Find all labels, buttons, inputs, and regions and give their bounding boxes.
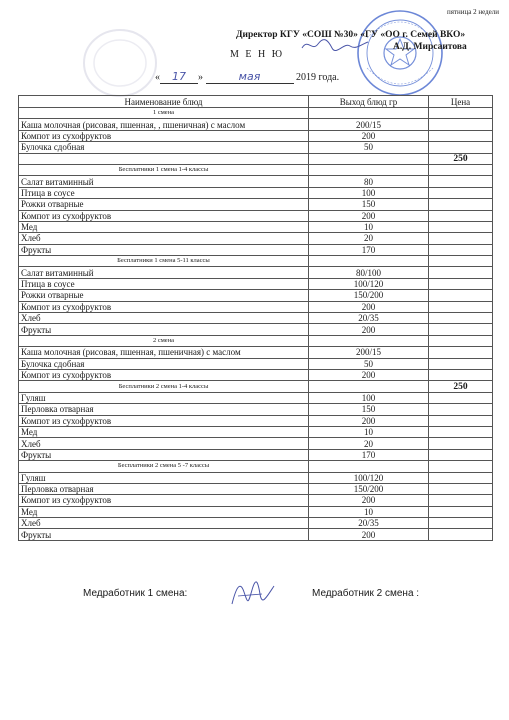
dish-cell: Гуляш xyxy=(19,472,309,483)
table-row xyxy=(19,221,493,232)
table-row xyxy=(19,506,493,517)
price-cell xyxy=(429,199,493,210)
dish-cell: Компот из сухофруктов xyxy=(19,210,309,221)
table-row xyxy=(19,142,493,153)
table-row xyxy=(19,187,493,198)
table-row xyxy=(19,233,493,244)
dish-cell: Гуляш xyxy=(19,392,309,403)
dish-cell: Фрукты xyxy=(19,529,309,540)
yield-cell: 170 xyxy=(309,244,429,255)
price-cell xyxy=(429,256,493,267)
section-row xyxy=(19,335,493,346)
yield-cell: 20 xyxy=(309,233,429,244)
yield-cell: 150/200 xyxy=(309,483,429,494)
yield-cell: 150/200 xyxy=(309,290,429,301)
table-row xyxy=(19,358,493,369)
date-year: 2019 года. xyxy=(296,72,340,83)
table-row xyxy=(19,392,493,403)
price-cell xyxy=(429,324,493,335)
price-cell xyxy=(429,187,493,198)
table-header-row xyxy=(19,96,493,108)
table-row xyxy=(19,199,493,210)
table-row xyxy=(19,472,493,483)
dish-cell: Каша молочная (рисовая, пшенная, пшеничная) с маслом xyxy=(19,347,309,358)
table-row xyxy=(19,449,493,460)
price-cell xyxy=(429,164,493,175)
price-cell xyxy=(429,210,493,221)
dish-cell: Компот из сухофруктов xyxy=(19,301,309,312)
yield-cell: 200 xyxy=(309,324,429,335)
price-cell xyxy=(429,278,493,289)
dish-cell: Хлеб xyxy=(19,233,309,244)
dish-cell: Булочка сдобная xyxy=(19,142,309,153)
dish-cell: Рожки отварные xyxy=(19,199,309,210)
medic-signature xyxy=(228,578,278,608)
table-row xyxy=(19,153,493,164)
table-body xyxy=(19,108,493,541)
dish-cell: Мед xyxy=(19,221,309,232)
table-row xyxy=(19,438,493,449)
date-month: мая xyxy=(206,70,294,84)
price-cell xyxy=(429,313,493,324)
table-row xyxy=(19,518,493,529)
yield-cell: 10 xyxy=(309,506,429,517)
price-cell xyxy=(429,415,493,426)
header-yield: Выход блюд гр xyxy=(309,96,429,108)
dish-cell: Птица в соусе xyxy=(19,278,309,289)
dish-cell: 2 смена xyxy=(19,335,309,346)
dish-cell: Фрукты xyxy=(19,324,309,335)
table-row xyxy=(19,347,493,358)
date-line xyxy=(155,70,339,84)
section-row xyxy=(19,461,493,472)
yield-cell: 150 xyxy=(309,199,429,210)
table-row xyxy=(19,210,493,221)
table-row xyxy=(19,290,493,301)
dish-cell: Бесплатники 1 смена 5-11 классы xyxy=(19,256,309,267)
price-cell: 250 xyxy=(429,153,493,164)
price-cell xyxy=(429,233,493,244)
yield-cell: 200/15 xyxy=(309,347,429,358)
date-day: 17 xyxy=(160,70,198,84)
price-cell xyxy=(429,290,493,301)
price-cell xyxy=(429,221,493,232)
yield-cell: 150 xyxy=(309,404,429,415)
table-row xyxy=(19,313,493,324)
table-row xyxy=(19,369,493,380)
price-cell xyxy=(429,483,493,494)
date-open-quote: « xyxy=(155,72,160,83)
yield-cell xyxy=(309,108,429,119)
yield-cell xyxy=(309,335,429,346)
dish-cell: Компот из сухофруктов xyxy=(19,130,309,141)
yield-cell: 170 xyxy=(309,449,429,460)
price-cell xyxy=(429,449,493,460)
price-cell xyxy=(429,108,493,119)
table-row xyxy=(19,176,493,187)
table-row xyxy=(19,267,493,278)
dish-cell: Перловка отварная xyxy=(19,404,309,415)
yield-cell: 20 xyxy=(309,438,429,449)
dish-cell: Мед xyxy=(19,426,309,437)
yield-cell: 100 xyxy=(309,187,429,198)
price-cell xyxy=(429,347,493,358)
price-cell xyxy=(429,369,493,380)
dish-cell: 1 смена xyxy=(19,108,309,119)
yield-cell: 20/35 xyxy=(309,313,429,324)
price-cell xyxy=(429,142,493,153)
medic-shift1-label: Медработник 1 смена: xyxy=(83,588,188,599)
header-dish: Наименование блюд xyxy=(19,96,309,108)
price-cell xyxy=(429,119,493,130)
yield-cell: 50 xyxy=(309,358,429,369)
yield-cell: 100/120 xyxy=(309,472,429,483)
table-row xyxy=(19,404,493,415)
yield-cell xyxy=(309,461,429,472)
yield-cell: 200/15 xyxy=(309,119,429,130)
yield-cell: 100 xyxy=(309,392,429,403)
dish-cell: Бесплатники 1 смена 1-4 классы xyxy=(19,164,309,175)
dish-cell: Бесплатники 2 смена 5 -7 классы xyxy=(19,461,309,472)
section-row xyxy=(19,256,493,267)
week-label: пятница 2 недели xyxy=(446,8,499,16)
yield-cell xyxy=(309,153,429,164)
dish-cell: Бесплатники 2 смена 1-4 классы xyxy=(19,381,309,392)
yield-cell: 200 xyxy=(309,301,429,312)
yield-cell: 80/100 xyxy=(309,267,429,278)
dish-cell: Хлеб xyxy=(19,518,309,529)
section-row xyxy=(19,164,493,175)
yield-cell: 200 xyxy=(309,529,429,540)
price-cell xyxy=(429,426,493,437)
price-cell xyxy=(429,244,493,255)
dish-cell: Птица в соусе xyxy=(19,187,309,198)
medic-shift2-label: Медработник 2 смена : xyxy=(312,588,420,599)
table-row xyxy=(19,324,493,335)
price-cell xyxy=(429,404,493,415)
price-cell xyxy=(429,438,493,449)
table-row xyxy=(19,130,493,141)
header-price: Цена xyxy=(429,96,493,108)
price-cell xyxy=(429,529,493,540)
yield-cell xyxy=(309,256,429,267)
price-cell xyxy=(429,392,493,403)
price-cell: 250 xyxy=(429,381,493,392)
dish-cell: Компот из сухофруктов xyxy=(19,369,309,380)
price-cell xyxy=(429,472,493,483)
director-name: А.Д. Мирсаитова xyxy=(393,42,467,52)
price-cell xyxy=(429,461,493,472)
yield-cell: 200 xyxy=(309,369,429,380)
menu-table xyxy=(18,95,493,541)
dish-cell: Рожки отварные xyxy=(19,290,309,301)
price-cell xyxy=(429,176,493,187)
director-line: Директор КГУ «СОШ №30» «ГУ «ОО г. Семей ВКО» xyxy=(236,30,466,40)
price-cell xyxy=(429,518,493,529)
faint-stamp-watermark xyxy=(80,25,160,100)
dish-cell: Фрукты xyxy=(19,449,309,460)
yield-cell: 200 xyxy=(309,495,429,506)
menu-title: М Е Н Ю xyxy=(230,49,284,60)
dish-cell: Салат витаминный xyxy=(19,176,309,187)
table-row xyxy=(19,301,493,312)
table-row xyxy=(19,426,493,437)
price-cell xyxy=(429,495,493,506)
yield-cell: 80 xyxy=(309,176,429,187)
yield-cell: 200 xyxy=(309,210,429,221)
yield-cell: 100/120 xyxy=(309,278,429,289)
dish-cell: Булочка сдобная xyxy=(19,358,309,369)
yield-cell: 20/35 xyxy=(309,518,429,529)
dish-cell: Фрукты xyxy=(19,244,309,255)
section-row xyxy=(19,108,493,119)
price-cell xyxy=(429,301,493,312)
date-close-quote: » xyxy=(198,72,203,83)
yield-cell: 50 xyxy=(309,142,429,153)
yield-cell: 10 xyxy=(309,221,429,232)
table-row xyxy=(19,415,493,426)
price-cell xyxy=(429,335,493,346)
dish-cell: Хлеб xyxy=(19,438,309,449)
yield-cell: 200 xyxy=(309,130,429,141)
table-row xyxy=(19,495,493,506)
table-row xyxy=(19,278,493,289)
dish-cell: Перловка отварная xyxy=(19,483,309,494)
table-row xyxy=(19,119,493,130)
table-row xyxy=(19,483,493,494)
dish-cell: Салат витаминный xyxy=(19,267,309,278)
price-cell xyxy=(429,358,493,369)
yield-cell xyxy=(309,381,429,392)
yield-cell: 200 xyxy=(309,415,429,426)
table-row xyxy=(19,244,493,255)
dish-cell: Каша молочная (рисовая, пшенная, , пшеничная) с маслом xyxy=(19,119,309,130)
section-row xyxy=(19,381,493,392)
dish-cell: Хлеб xyxy=(19,313,309,324)
dish-cell: Компот из сухофруктов xyxy=(19,415,309,426)
yield-cell: 10 xyxy=(309,426,429,437)
table-row xyxy=(19,529,493,540)
yield-cell xyxy=(309,164,429,175)
price-cell xyxy=(429,130,493,141)
dish-cell: Мед xyxy=(19,506,309,517)
price-cell xyxy=(429,267,493,278)
dish-cell: Компот из сухофруктов xyxy=(19,495,309,506)
dish-cell xyxy=(19,153,309,164)
director-signature xyxy=(300,36,370,54)
price-cell xyxy=(429,506,493,517)
